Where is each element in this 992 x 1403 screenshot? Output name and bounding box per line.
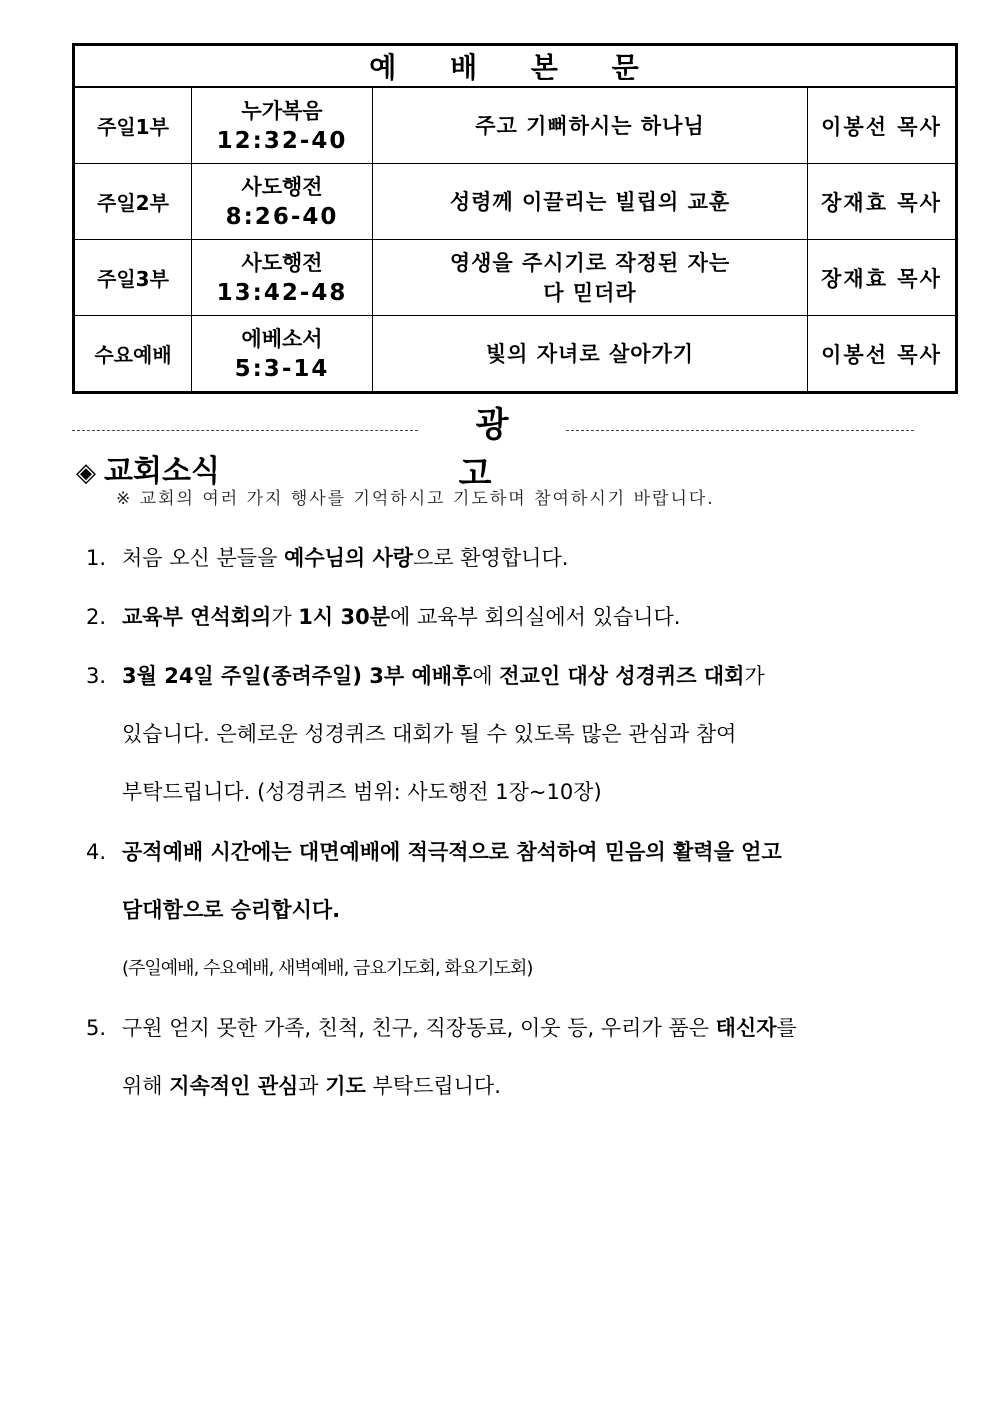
scripture-cell [192, 87, 373, 164]
dashed-divider-right [566, 430, 914, 431]
diamond-bullet-icon: ◈ [76, 458, 96, 488]
item-text-bold: 1시 30분 [298, 605, 390, 629]
item-text-bold: 태신자 [715, 1016, 777, 1040]
sermon-title [373, 316, 808, 393]
service-name: 주일2부 [74, 164, 192, 240]
sermon-title-line: 빛의 자녀로 살아가기 [485, 341, 695, 366]
scripture-cell [192, 316, 373, 393]
item-text-bold: 공적예배 시간에는 대면예배에 적극적으로 참석하여 믿음의 활력을 얻고 [122, 840, 782, 864]
news-item-3-line-2: 있습니다. 은혜로운 성경퀴즈 대회가 될 수 있도록 많은 관심과 참여 [122, 722, 737, 746]
sermon-title [373, 87, 808, 164]
item-text: 에 교육부 회의실에서 있습니다. [390, 605, 681, 629]
announcements-title: 광 고 [458, 405, 543, 494]
item-number: 3. [86, 664, 107, 688]
item-number: 1. [86, 546, 107, 570]
item-text: 과 [298, 1074, 326, 1098]
sermon-title-line: 영생을 주시기로 작정된 자는 [449, 250, 731, 275]
table-title: 예 배 본 문 [74, 45, 957, 88]
scripture-cell [192, 240, 373, 316]
scripture-cell [192, 164, 373, 240]
item-text: 가 [744, 664, 765, 688]
scripture-ref: 8:26-40 [225, 203, 339, 230]
preacher: 이봉선 목사 [808, 316, 957, 393]
item-text-bold: 전교인 대상 성경퀴즈 대회 [499, 664, 745, 688]
scripture-ref: 13:42-48 [216, 279, 348, 306]
item-text: 를 [776, 1016, 797, 1040]
news-item-3-line-3: 부탁드립니다. (성경퀴즈 범위: 사도행전 1장~10장) [122, 780, 602, 804]
sermon-title-line: 다 믿더라 [543, 280, 637, 305]
item-number: 2. [86, 605, 107, 629]
item-text: 으로 환영합니다. [413, 546, 569, 570]
scripture-ref: 12:32-40 [216, 127, 348, 154]
table-row [74, 87, 957, 164]
service-name: 수요예배 [74, 316, 192, 393]
item-text: 부탁드립니다. [365, 1074, 501, 1098]
church-news-note: ※ 교회의 여러 가지 행사를 기억하시고 기도하며 참여하시기 바랍니다. [116, 489, 715, 509]
preacher: 이봉선 목사 [808, 87, 957, 164]
news-item-4-line-2: 담대함으로 승리합시다. [122, 898, 341, 922]
table-row [74, 164, 957, 240]
service-name: 주일1부 [74, 87, 192, 164]
table-row [74, 240, 957, 316]
item-text-bold: 지속적인 관심 [169, 1074, 299, 1098]
news-item-4 [86, 836, 782, 866]
scripture-book: 사도행전 [241, 250, 323, 275]
table-row [74, 316, 957, 393]
news-item-3 [86, 660, 765, 690]
sermon-title-line: 주고 기뻐하시는 하나님 [475, 113, 705, 138]
item-text: 처음 오신 분들을 [122, 546, 285, 570]
news-item-5-line-2 [122, 1070, 501, 1100]
scripture-book: 에베소서 [241, 326, 323, 351]
sermon-title [373, 240, 808, 316]
news-item-1 [86, 542, 568, 572]
news-item-4-line-3: (주일예배, 수요예배, 새벽예배, 금요기도회, 화요기도회) [122, 958, 533, 979]
sermon-schedule-table [72, 43, 958, 394]
dashed-divider-left [72, 430, 418, 431]
item-text: 에 [472, 664, 500, 688]
sermon-title-line: 성령께 이끌리는 빌립의 교훈 [449, 189, 731, 214]
item-number: 4. [86, 840, 107, 864]
item-number: 5. [86, 1016, 107, 1040]
item-text-bold: 예수님의 사랑 [284, 546, 414, 570]
scripture-book: 누가복음 [241, 98, 323, 123]
preacher: 장재효 목사 [808, 240, 957, 316]
news-item-5 [86, 1012, 797, 1042]
news-item-2 [86, 601, 680, 631]
service-name: 주일3부 [74, 240, 192, 316]
scripture-ref: 5:3-14 [234, 355, 330, 382]
item-text: 가 [271, 605, 299, 629]
preacher: 장재효 목사 [808, 164, 957, 240]
item-text-bold: 3월 24일 주일(종려주일) 3부 예배후 [122, 664, 473, 688]
item-text: 위해 [122, 1074, 170, 1098]
sermon-title [373, 164, 808, 240]
item-text-bold: 교육부 연석회의 [122, 605, 272, 629]
church-news-heading-text: 교회소식 [104, 454, 220, 489]
item-text: 구원 얻지 못한 가족, 친척, 친구, 직장동료, 이웃 등, 우리가 품은 [122, 1016, 716, 1040]
scripture-book: 사도행전 [241, 174, 323, 199]
item-text-bold: 기도 [325, 1074, 366, 1098]
